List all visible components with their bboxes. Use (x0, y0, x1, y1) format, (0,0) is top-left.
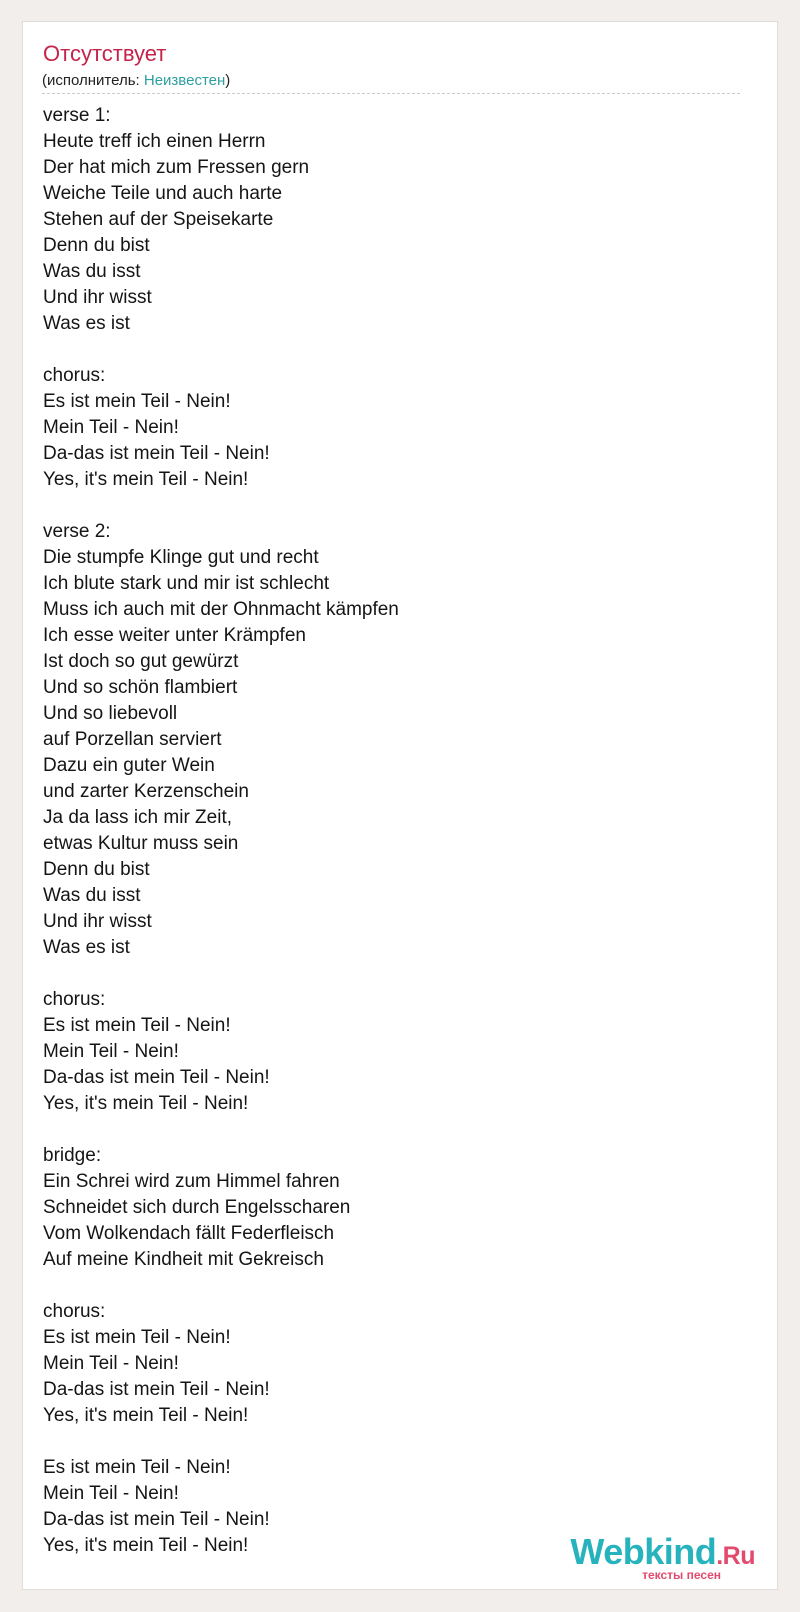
lyric-line: chorus: (43, 365, 106, 386)
lyric-line: Da-das ist mein Teil - Nein! (43, 1379, 270, 1400)
lyric-blank-line (43, 1117, 399, 1143)
lyric-line: Es ist mein Teil - Nein! (43, 1457, 231, 1478)
lyric-line: chorus: (43, 989, 106, 1010)
lyric-line: Und so schön flambiert (43, 677, 238, 698)
song-title: Отсутствует (43, 41, 167, 66)
lyric-line: Ist doch so gut gewürzt (43, 651, 239, 672)
lyric-line: Yes, it's mein Teil - Nein! (43, 1405, 249, 1426)
lyric-line: Auf meine Kindheit mit Gekreisch (43, 1249, 324, 1270)
artist-prefix: (исполнитель: (42, 72, 144, 89)
lyric-line: Was du isst (43, 261, 141, 282)
lyric-line: chorus: (43, 1301, 106, 1322)
lyric-line: auf Porzellan serviert (43, 729, 222, 750)
lyric-blank-line (43, 337, 399, 363)
lyric-line: Yes, it's mein Teil - Nein! (43, 1093, 249, 1114)
artist-link[interactable]: Неизвестен (143, 72, 226, 89)
lyrics-text (43, 103, 399, 1559)
logo-tagline: тексты песен (642, 1568, 721, 1582)
lyric-line: Ja da lass ich mir Zeit, (43, 807, 232, 828)
lyric-line: etwas Kultur muss sein (43, 833, 239, 854)
lyric-line: Ich blute stark und mir ist schlecht (43, 573, 330, 594)
lyric-line: Weiche Teile und auch harte (43, 183, 283, 204)
lyric-line: Yes, it's mein Teil - Nein! (43, 1535, 249, 1556)
lyric-blank-line (43, 961, 399, 987)
lyric-line: verse 2: (43, 521, 111, 542)
lyric-line: Und ihr wisst (43, 287, 152, 308)
lyric-line: Mein Teil - Nein! (43, 1353, 179, 1374)
lyric-line: verse 1: (43, 105, 111, 126)
lyric-line: Mein Teil - Nein! (43, 417, 179, 438)
lyric-line: Es ist mein Teil - Nein! (43, 1015, 231, 1036)
logo-tld: .Ru (716, 1542, 755, 1570)
lyric-line: und zarter Kerzenschein (43, 781, 249, 802)
lyric-line: Schneidet sich durch Engelsscharen (43, 1197, 351, 1218)
lyric-line: Mein Teil - Nein! (43, 1483, 179, 1504)
lyric-line: Was es ist (43, 937, 130, 958)
lyric-line: Und ihr wisst (43, 911, 152, 932)
lyric-line: Ein Schrei wird zum Himmel fahren (43, 1171, 340, 1192)
lyric-line: Da-das ist mein Teil - Nein! (43, 1067, 270, 1088)
lyric-line: Da-das ist mein Teil - Nein! (43, 443, 270, 464)
lyric-line: Was es ist (43, 313, 130, 334)
lyric-line: Was du isst (43, 885, 141, 906)
artist-line (42, 72, 230, 90)
artist-suffix: ) (225, 72, 231, 89)
lyric-line: bridge: (43, 1145, 102, 1166)
lyric-line: Es ist mein Teil - Nein! (43, 1327, 231, 1348)
lyric-line: Mein Teil - Nein! (43, 1041, 179, 1062)
logo-brand: Webkind (570, 1531, 717, 1572)
lyric-line: Dazu ein guter Wein (43, 755, 215, 776)
lyric-line: Heute treff ich einen Herrn (43, 131, 266, 152)
site-logo[interactable] (561, 1532, 755, 1580)
lyric-line: Vom Wolkendach fällt Federfleisch (43, 1223, 335, 1244)
lyric-blank-line (43, 493, 399, 519)
lyric-line: Der hat mich zum Fressen gern (43, 157, 310, 178)
lyric-blank-line (43, 1429, 399, 1455)
lyric-line: Yes, it's mein Teil - Nein! (43, 469, 249, 490)
lyric-line: Denn du bist (43, 235, 150, 256)
lyric-line: Und so liebevoll (43, 703, 178, 724)
lyric-line: Es ist mein Teil - Nein! (43, 391, 231, 412)
lyric-line: Stehen auf der Speisekarte (43, 209, 274, 230)
lyric-line: Denn du bist (43, 859, 150, 880)
lyrics-card (22, 21, 778, 1590)
lyric-line: Die stumpfe Klinge gut und recht (43, 547, 319, 568)
lyric-line: Da-das ist mein Teil - Nein! (43, 1509, 270, 1530)
lyric-blank-line (43, 1273, 399, 1299)
lyric-line: Muss ich auch mit der Ohnmacht kämpfen (43, 599, 399, 620)
lyric-line: Ich esse weiter unter Krämpfen (43, 625, 306, 646)
title-divider (42, 93, 740, 94)
